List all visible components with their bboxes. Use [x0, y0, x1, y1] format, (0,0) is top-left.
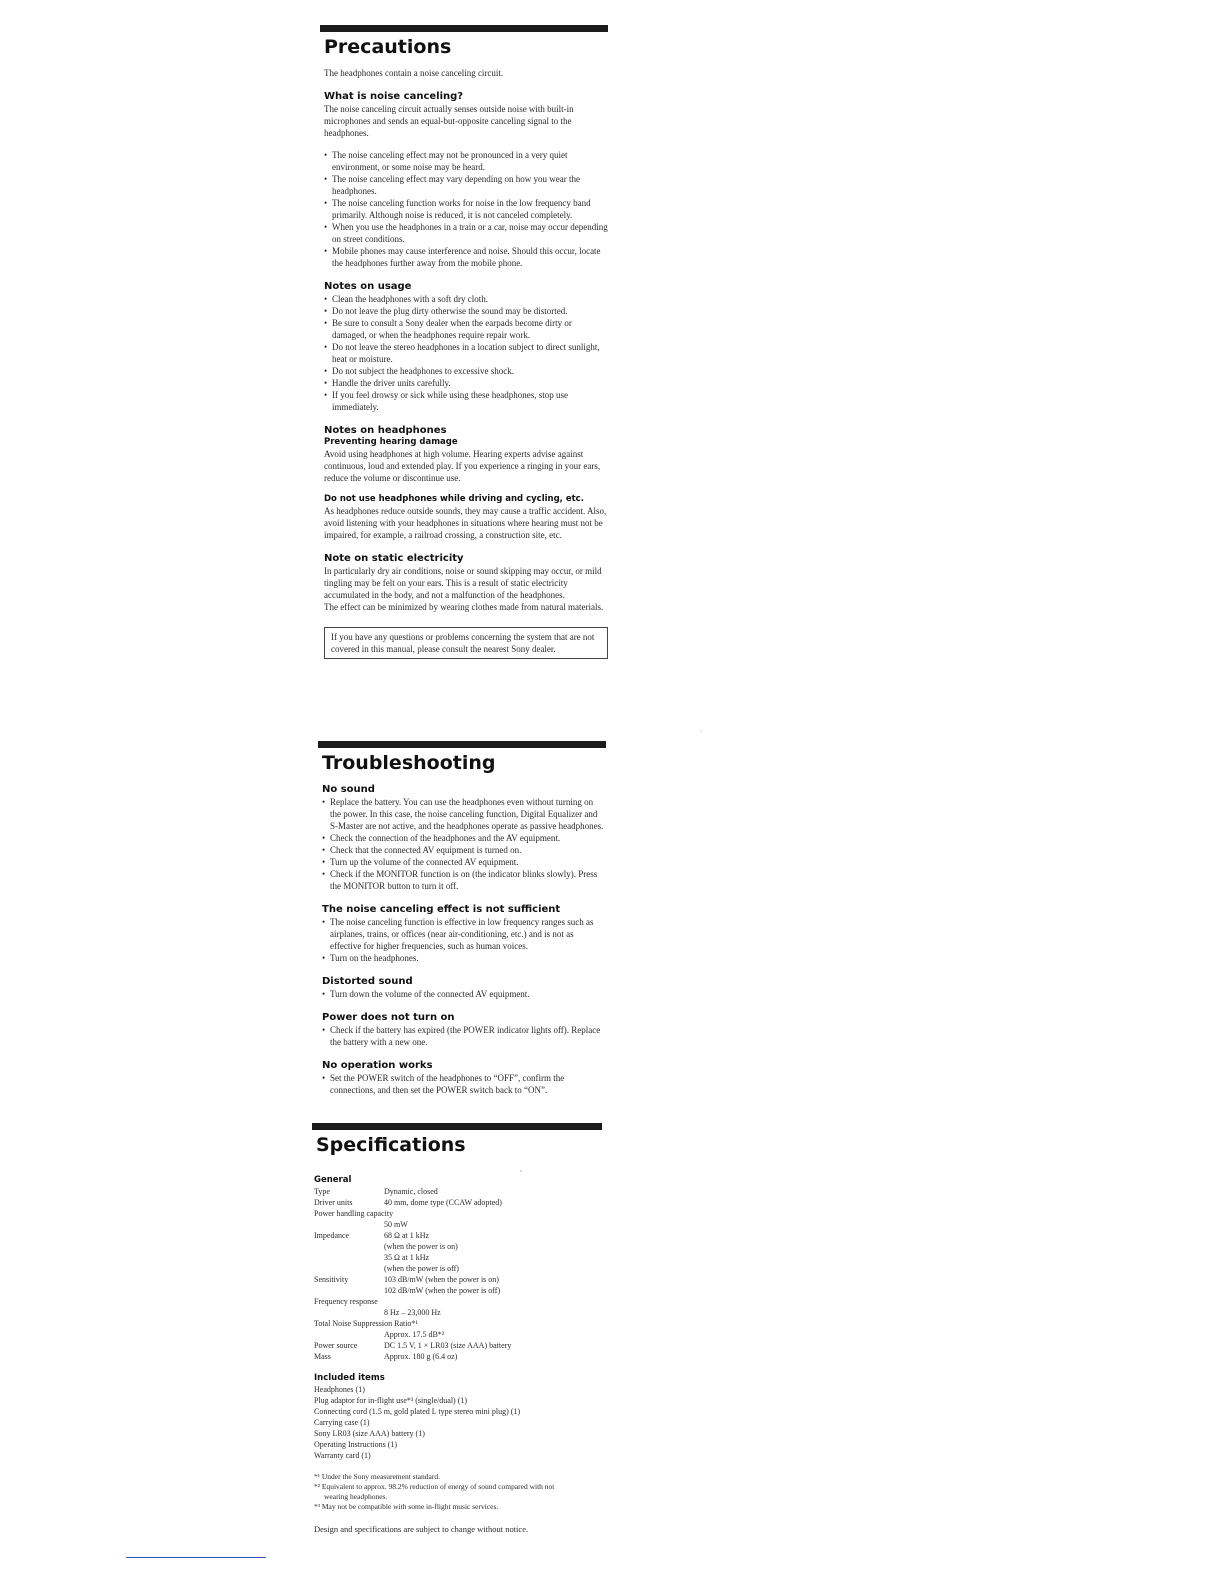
spec-label: Power source [314, 1341, 358, 1350]
list-item: • Do not leave the stereo headphones in a location subject to direct sunlight, heat or moisture. [324, 341, 608, 365]
list-item: • Check that the connected AV equipment is turned on. [322, 844, 606, 856]
spec-value: 68 Ω at 1 kHz [384, 1231, 430, 1240]
spec-label: Type [314, 1187, 330, 1196]
list-item: • If you feel drowsy or sick while using these headphones, stop use immediately. [324, 389, 608, 413]
list-item: • Turn down the volume of the connected AV equipment. [322, 988, 606, 1000]
spec-label: Power handling capacity [314, 1209, 394, 1218]
list-item: Plug adaptor for in-flight use*³ (single/dual) (1) [314, 1396, 468, 1405]
power-does-not-turn-on-heading: Power does not turn on [322, 1012, 455, 1023]
troubleshooting-section [318, 741, 606, 1096]
spec-value: Approx. 17.5 dB*² [384, 1330, 445, 1339]
list-item: • Handle the driver units carefully. [324, 377, 608, 389]
spec-row-driver [314, 1197, 602, 1208]
spec-value: 103 dB/mW (when the power is on) [384, 1275, 499, 1284]
spec-value: 102 dB/mW (when the power is off) [384, 1286, 501, 1295]
notes-on-usage-heading: Notes on usage [324, 281, 412, 292]
distorted-sound-list [318, 988, 606, 1000]
included-items-list [314, 1384, 602, 1461]
nc-notes-list [320, 149, 608, 269]
no-sound-list [318, 796, 606, 892]
list-item: Headphones (1) [314, 1385, 365, 1394]
list-item: • When you use the headphones in a train or a car, noise may occur depending on street conditions. [324, 221, 608, 245]
spec-row-sensitivity [314, 1274, 602, 1296]
list-item: • Set the POWER switch of the headphones to “OFF”, confirm the connections, and then set the POWER switch back to “ON”. [322, 1072, 606, 1096]
nc-not-sufficient-list [318, 916, 606, 964]
page-edge-line [126, 1557, 266, 1558]
static-electricity-text-2: The effect can be minimized by wearing clothes made from natural materials. [324, 602, 604, 612]
spec-row-impedance [314, 1230, 602, 1274]
what-is-noise-canceling-text: The noise canceling circuit actually senses outside noise with built-in microphones and sends an equal-but-opposite canceling signal to the headphones. [324, 104, 574, 138]
nc-not-sufficient-heading: The noise canceling effect is not sufficient [322, 904, 561, 915]
list-item: • Check if the MONITOR function is on (the indicator blinks slowly). Press the MONITOR button to turn it off. [322, 868, 606, 892]
specifications-title: Specifications [316, 1134, 466, 1156]
list-item: • Do not leave the plug dirty otherwise the sound may be distorted. [324, 305, 608, 317]
static-electricity-text: In particularly dry air conditions, noise or sound skipping may occur, or mild tingling may be felt on your ears. This is a result of static electricity accumulated in the body, and not a malfunction of the headphones. [324, 566, 602, 600]
footnote: *¹ Under the Sony measurement standard. [314, 1472, 440, 1481]
usage-list [320, 293, 608, 413]
spec-value: 50 mW [384, 1220, 408, 1229]
included-items-heading: Included items [314, 1373, 385, 1383]
section-rule [320, 25, 608, 32]
spec-value: (when the power is on) [384, 1242, 458, 1251]
spec-value: Approx. 180 g (6.4 oz) [384, 1352, 458, 1361]
list-item: • Do not subject the headphones to excessive shock. [324, 365, 608, 377]
footnote: wearing headphones. [324, 1492, 388, 1501]
spec-row-type [314, 1186, 602, 1197]
specifications-section [312, 1123, 602, 1535]
spec-label: Mass [314, 1352, 331, 1361]
list-item: • Check if the battery has expired (the POWER indicator lights off). Replace the battery with a new one. [322, 1024, 606, 1048]
spec-row-power-source [314, 1340, 602, 1351]
section-rule [312, 1123, 602, 1130]
list-item: • The noise canceling function works for noise in the low frequency band primarily. Although noise is reduced, it is not canceled completely. [324, 197, 608, 221]
driving-subheading: Do not use headphones while driving and cycling, etc. [324, 494, 584, 504]
hearing-damage-text: Avoid using headphones at high volume. Hearing experts advise against continuous, loud and extended play. If you experience a ringing in your ears, reduce the volume or discontinue use. [324, 449, 601, 483]
contact-notice-text: If you have any questions or problems concerning the system that are not covered in this manual, please consult the nearest Sony dealer. [331, 632, 595, 654]
static-electricity-heading: Note on static electricity [324, 553, 464, 564]
closing-note: Design and specifications are subject to change without notice. [314, 1524, 529, 1534]
notes-on-headphones-heading: Notes on headphones [324, 425, 447, 436]
list-item: • The noise canceling function is effective in low frequency ranges such as airplanes, trains, or offices (near air-conditioning, etc.) and is not as effective for higher frequencies, such as human voices. [322, 916, 606, 952]
list-item: Operating Instructions (1) [314, 1440, 398, 1449]
list-item: • Be sure to consult a Sony dealer when the earpads become dirty or damaged, or when the headphones require repair work. [324, 317, 608, 341]
spec-label: Sensitivity [314, 1275, 349, 1284]
list-item: Connecting cord (1.5 m, gold plated L type stereo mini plug) (1) [314, 1407, 521, 1416]
section-rule [318, 741, 606, 748]
spec-label: Total Noise Suppression Ratio*¹ [314, 1319, 418, 1328]
what-is-noise-canceling-heading: What is noise canceling? [324, 91, 464, 102]
list-item: • Turn up the volume of the connected AV equipment. [322, 856, 606, 868]
spec-value: 40 mm, dome type (CCAW adopted) [384, 1198, 502, 1207]
footnote: *² Equivalent to approx. 98.2% reduction of energy of sound compared with not [314, 1482, 555, 1491]
scan-speck [700, 730, 702, 732]
list-item: Warranty card (1) [314, 1451, 371, 1460]
footnote: *³ May not be compatible with some in-flight music services. [314, 1502, 499, 1511]
list-item: • Check the connection of the headphones and the AV equipment. [322, 832, 606, 844]
list-item: Sony LR03 (size AAA) battery (1) [314, 1429, 425, 1438]
spec-label: Driver units [314, 1198, 353, 1207]
list-item: Carrying case (1) [314, 1418, 370, 1427]
spec-value: 8 Hz – 23,000 Hz [384, 1308, 441, 1317]
list-item: • The noise canceling effect may vary depending on how you wear the headphones. [324, 173, 608, 197]
no-operation-list [318, 1072, 606, 1096]
precautions-title: Precautions [324, 36, 452, 58]
precautions-section [320, 25, 608, 659]
general-heading: General [314, 1175, 352, 1185]
power-list [318, 1024, 606, 1048]
list-item: • Clean the headphones with a soft dry cloth. [324, 293, 608, 305]
troubleshooting-title: Troubleshooting [322, 752, 496, 774]
distorted-sound-heading: Distorted sound [322, 976, 413, 987]
contact-notice-box [324, 627, 608, 659]
preventing-hearing-damage-subheading: Preventing hearing damage [324, 437, 458, 447]
list-item: • Mobile phones may cause interference and noise. Should this occur, locate the headphones further away from the mobile phone. [324, 245, 608, 269]
no-sound-heading: No sound [322, 784, 375, 795]
no-operation-works-heading: No operation works [322, 1060, 433, 1071]
spec-value: 35 Ω at 1 kHz [384, 1253, 430, 1262]
list-item: • Replace the battery. You can use the headphones even without turning on the power. In this case, the noise canceling function, Digital Equalizer and S-Master are not active, and the headphones operate as passive headphones. [322, 796, 606, 832]
spec-label: Frequency response [314, 1297, 378, 1306]
list-item: • Turn on the headphones. [322, 952, 606, 964]
spec-value: DC 1.5 V, 1 × LR03 (size AAA) battery [384, 1341, 512, 1350]
driving-text: As headphones reduce outside sounds, they may cause a traffic accident. Also, avoid listening with your headphones in situations where hearing must not be impaired, for example, a railroad crossing, a construction site, etc. [324, 506, 607, 540]
spec-value: Dynamic, closed [384, 1187, 438, 1196]
spec-label: Impedance [314, 1231, 350, 1240]
general-specs [314, 1175, 602, 1535]
spec-value: (when the power is off) [384, 1264, 459, 1273]
spec-row-mass [314, 1351, 602, 1362]
precautions-intro: The headphones contain a noise canceling circuit. [324, 68, 504, 78]
list-item: • The noise canceling effect may not be pronounced in a very quiet environment, or some noise may be heard. [324, 149, 608, 173]
scan-speck [520, 1170, 522, 1172]
